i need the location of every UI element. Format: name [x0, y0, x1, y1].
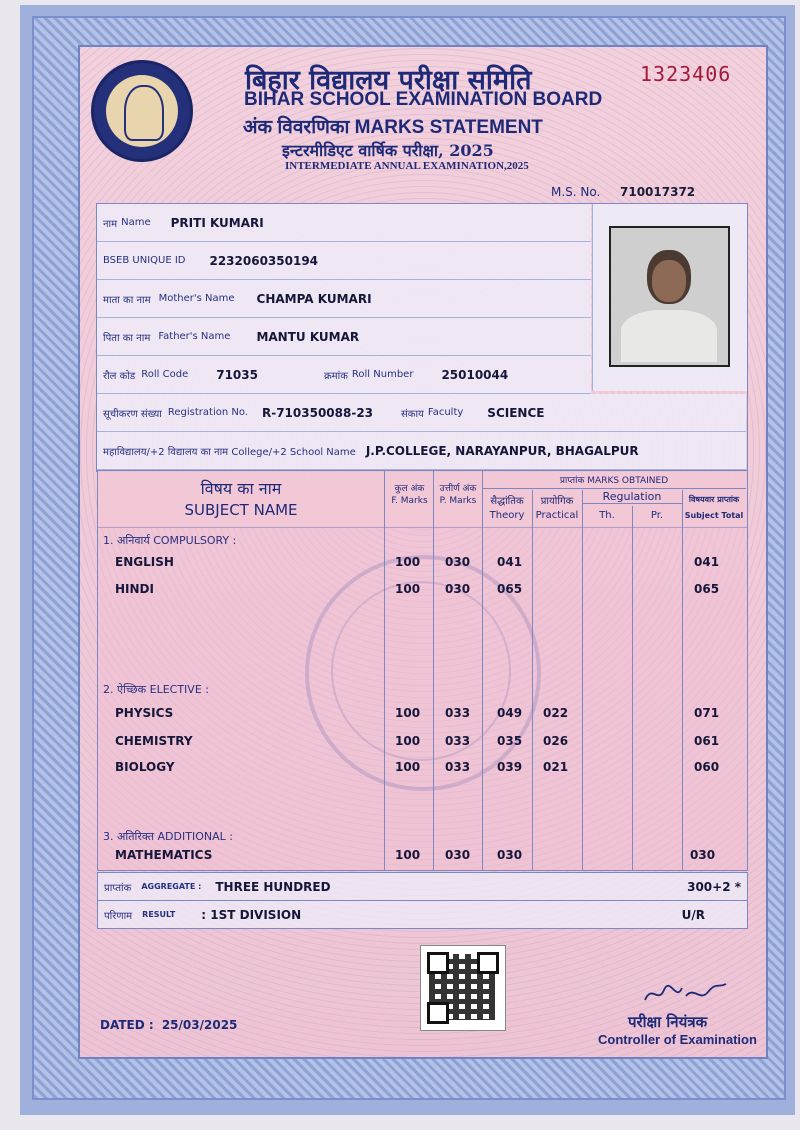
- aggregate-label-en: AGGREGATE :: [141, 882, 202, 891]
- controller-hindi: परीक्षा नियंत्रक: [628, 1013, 708, 1031]
- mother-label-en: Mother's Name: [158, 293, 235, 304]
- full-marks: 100: [395, 555, 421, 569]
- result-flag: U/R: [681, 907, 705, 922]
- ms-no-label: M.S. No.: [551, 185, 601, 199]
- subject-total: 071: [694, 706, 720, 720]
- subject-total-en: Subject Total: [684, 511, 744, 520]
- subject-total: 060: [694, 760, 720, 774]
- theory-marks: 030: [497, 848, 523, 862]
- subject-header-en: SUBJECT NAME: [184, 501, 298, 519]
- aggregate-label-hi: प्राप्तांक: [104, 882, 132, 894]
- signature-icon: [640, 978, 730, 1012]
- regulation-header: Regulation: [582, 490, 682, 504]
- subject-name: MATHEMATICS: [115, 848, 213, 862]
- exam-title-english: INTERMEDIATE ANNUAL EXAMINATION,2025: [285, 160, 529, 172]
- subject-total-hi: विषयवार प्राप्तांक: [688, 495, 740, 504]
- roll-number-label-en: Roll Number: [351, 369, 414, 380]
- pass-marks: 033: [445, 734, 471, 748]
- marks-obtained-header: प्राप्तांक MARKS OBTAINED: [482, 473, 746, 489]
- theory-marks: 065: [497, 582, 523, 596]
- subject-name: HINDI: [115, 582, 154, 596]
- aggregate-value: 300+2 *: [687, 879, 741, 894]
- controller-english: Controller of Examination: [598, 1032, 757, 1047]
- theory-marks: 041: [497, 555, 523, 569]
- faculty: SCIENCE: [487, 405, 545, 420]
- practical-en: Practical: [535, 510, 579, 521]
- uid-label: BSEB UNIQUE ID: [103, 255, 186, 266]
- section-elective: 2. ऐच्छिक ELECTIVE :: [103, 683, 209, 696]
- full-marks: 100: [395, 848, 421, 862]
- pass-marks-hi: उत्तीर्ण अंक: [439, 484, 477, 494]
- pass-marks: 030: [445, 848, 471, 862]
- practical-marks: 021: [543, 760, 569, 774]
- practical-hi: प्रायोगिक: [540, 496, 574, 507]
- faculty-label-en: Faculty: [427, 407, 464, 418]
- theory-hi: सैद्धांतिक: [490, 496, 524, 507]
- practical-marks: 022: [543, 706, 569, 720]
- roll-number: 25010044: [441, 367, 509, 382]
- college-label: महाविद्यालय/+2 विद्यालय का नाम College/+2 School Name: [103, 446, 356, 458]
- section-additional: 3. अतिरिक्त ADDITIONAL :: [103, 830, 233, 843]
- regulation-pr: Pr.: [650, 510, 664, 521]
- subject-total: 030: [690, 848, 716, 862]
- dated: [100, 1018, 237, 1032]
- mother-name: CHAMPA KUMARI: [256, 291, 372, 306]
- mother-label-hi: माता का नाम: [103, 294, 151, 306]
- student-uid: 2232060350194: [209, 253, 319, 268]
- subject-header-hi: विषय का नाम: [200, 479, 282, 498]
- subject-total: 065: [694, 582, 720, 596]
- full-marks: 100: [395, 734, 421, 748]
- full-marks: 100: [395, 706, 421, 720]
- registration-label-hi: सूचीकरण संख्या: [103, 408, 162, 420]
- section-compulsory: 1. अनिवार्य COMPULSORY :: [103, 534, 237, 547]
- qr-code-icon: [420, 945, 506, 1031]
- regulation-th: Th.: [599, 510, 615, 521]
- pass-marks-en: P. Marks: [439, 496, 477, 506]
- father-name: MANTU KUMAR: [256, 329, 360, 344]
- college-name: J.P.COLLEGE, NARAYANPUR, BHAGALPUR: [365, 443, 639, 458]
- full-marks: 100: [395, 760, 421, 774]
- roll-code: 71035: [216, 367, 258, 382]
- full-marks-hi: कुल अंक: [394, 484, 425, 494]
- result-label-en: RESULT: [142, 910, 176, 919]
- father-row: [97, 318, 591, 356]
- father-label-en: Father's Name: [158, 331, 231, 342]
- name-label-hi: नाम: [103, 218, 118, 230]
- theory-marks: 039: [497, 760, 523, 774]
- dated-label: DATED :: [100, 1018, 154, 1032]
- ms-no-value: 710017372: [620, 185, 696, 199]
- subject-name: ENGLISH: [115, 555, 174, 569]
- pass-marks: 033: [445, 706, 471, 720]
- statement-title-hindi: अंक विवरणिका: [243, 117, 350, 138]
- statement-title: [243, 113, 543, 139]
- faculty-label-hi: संकाय: [401, 408, 424, 420]
- theory-en: Theory: [489, 510, 525, 521]
- pass-marks: 030: [445, 555, 471, 569]
- aggregate-row: [97, 872, 748, 901]
- board-title-english: BIHAR SCHOOL EXAMINATION BOARD: [244, 89, 603, 110]
- pass-marks: 033: [445, 760, 471, 774]
- subject-total: 061: [694, 734, 720, 748]
- roll-row: [97, 356, 591, 394]
- result-value: : 1ST DIVISION: [201, 907, 302, 922]
- theory-marks: 049: [497, 706, 523, 720]
- registration-number: R-710350088-23: [261, 405, 374, 420]
- marks-body: [97, 526, 748, 871]
- roll-code-label-hi: रौल कोड: [103, 370, 136, 382]
- theory-marks: 035: [497, 734, 523, 748]
- roll-code-label-en: Roll Code: [141, 369, 189, 380]
- aggregate-words: THREE HUNDRED: [215, 879, 331, 894]
- result-label-hi: परिणाम: [104, 910, 133, 922]
- board-seal-icon: [91, 60, 193, 162]
- dated-value: 25/03/2025: [161, 1018, 238, 1032]
- subject-name: PHYSICS: [115, 706, 174, 720]
- board-title-hindi: बिहार विद्यालय परीक्षा समिति: [245, 65, 532, 96]
- registration-label-en: Registration No.: [167, 407, 248, 418]
- full-marks: 100: [395, 582, 421, 596]
- result-row: [97, 900, 748, 929]
- subject-total: 041: [694, 555, 720, 569]
- subject-name: BIOLOGY: [115, 760, 175, 774]
- student-photo: [609, 226, 730, 367]
- practical-marks: 026: [543, 734, 569, 748]
- roll-number-label-hi: क्रमांक: [323, 370, 348, 382]
- full-marks-en: F. Marks: [391, 496, 428, 506]
- college-row: [97, 432, 746, 470]
- name-label-en: Name: [121, 217, 151, 228]
- statement-title-english: MARKS STATEMENT: [354, 117, 543, 138]
- father-label-hi: पिता का नाम: [103, 332, 151, 344]
- subject-name: CHEMISTRY: [115, 734, 193, 748]
- mother-row: [97, 280, 591, 318]
- name-row: [97, 204, 591, 242]
- pass-marks: 030: [445, 582, 471, 596]
- serial-number: 1323406: [640, 62, 732, 86]
- uid-row: [97, 242, 591, 280]
- exam-title-hindi: इन्टरमीडिएट वार्षिक परीक्षा, 2025: [282, 141, 494, 160]
- registration-row: [97, 394, 746, 432]
- student-name: PRITI KUMARI: [170, 215, 264, 230]
